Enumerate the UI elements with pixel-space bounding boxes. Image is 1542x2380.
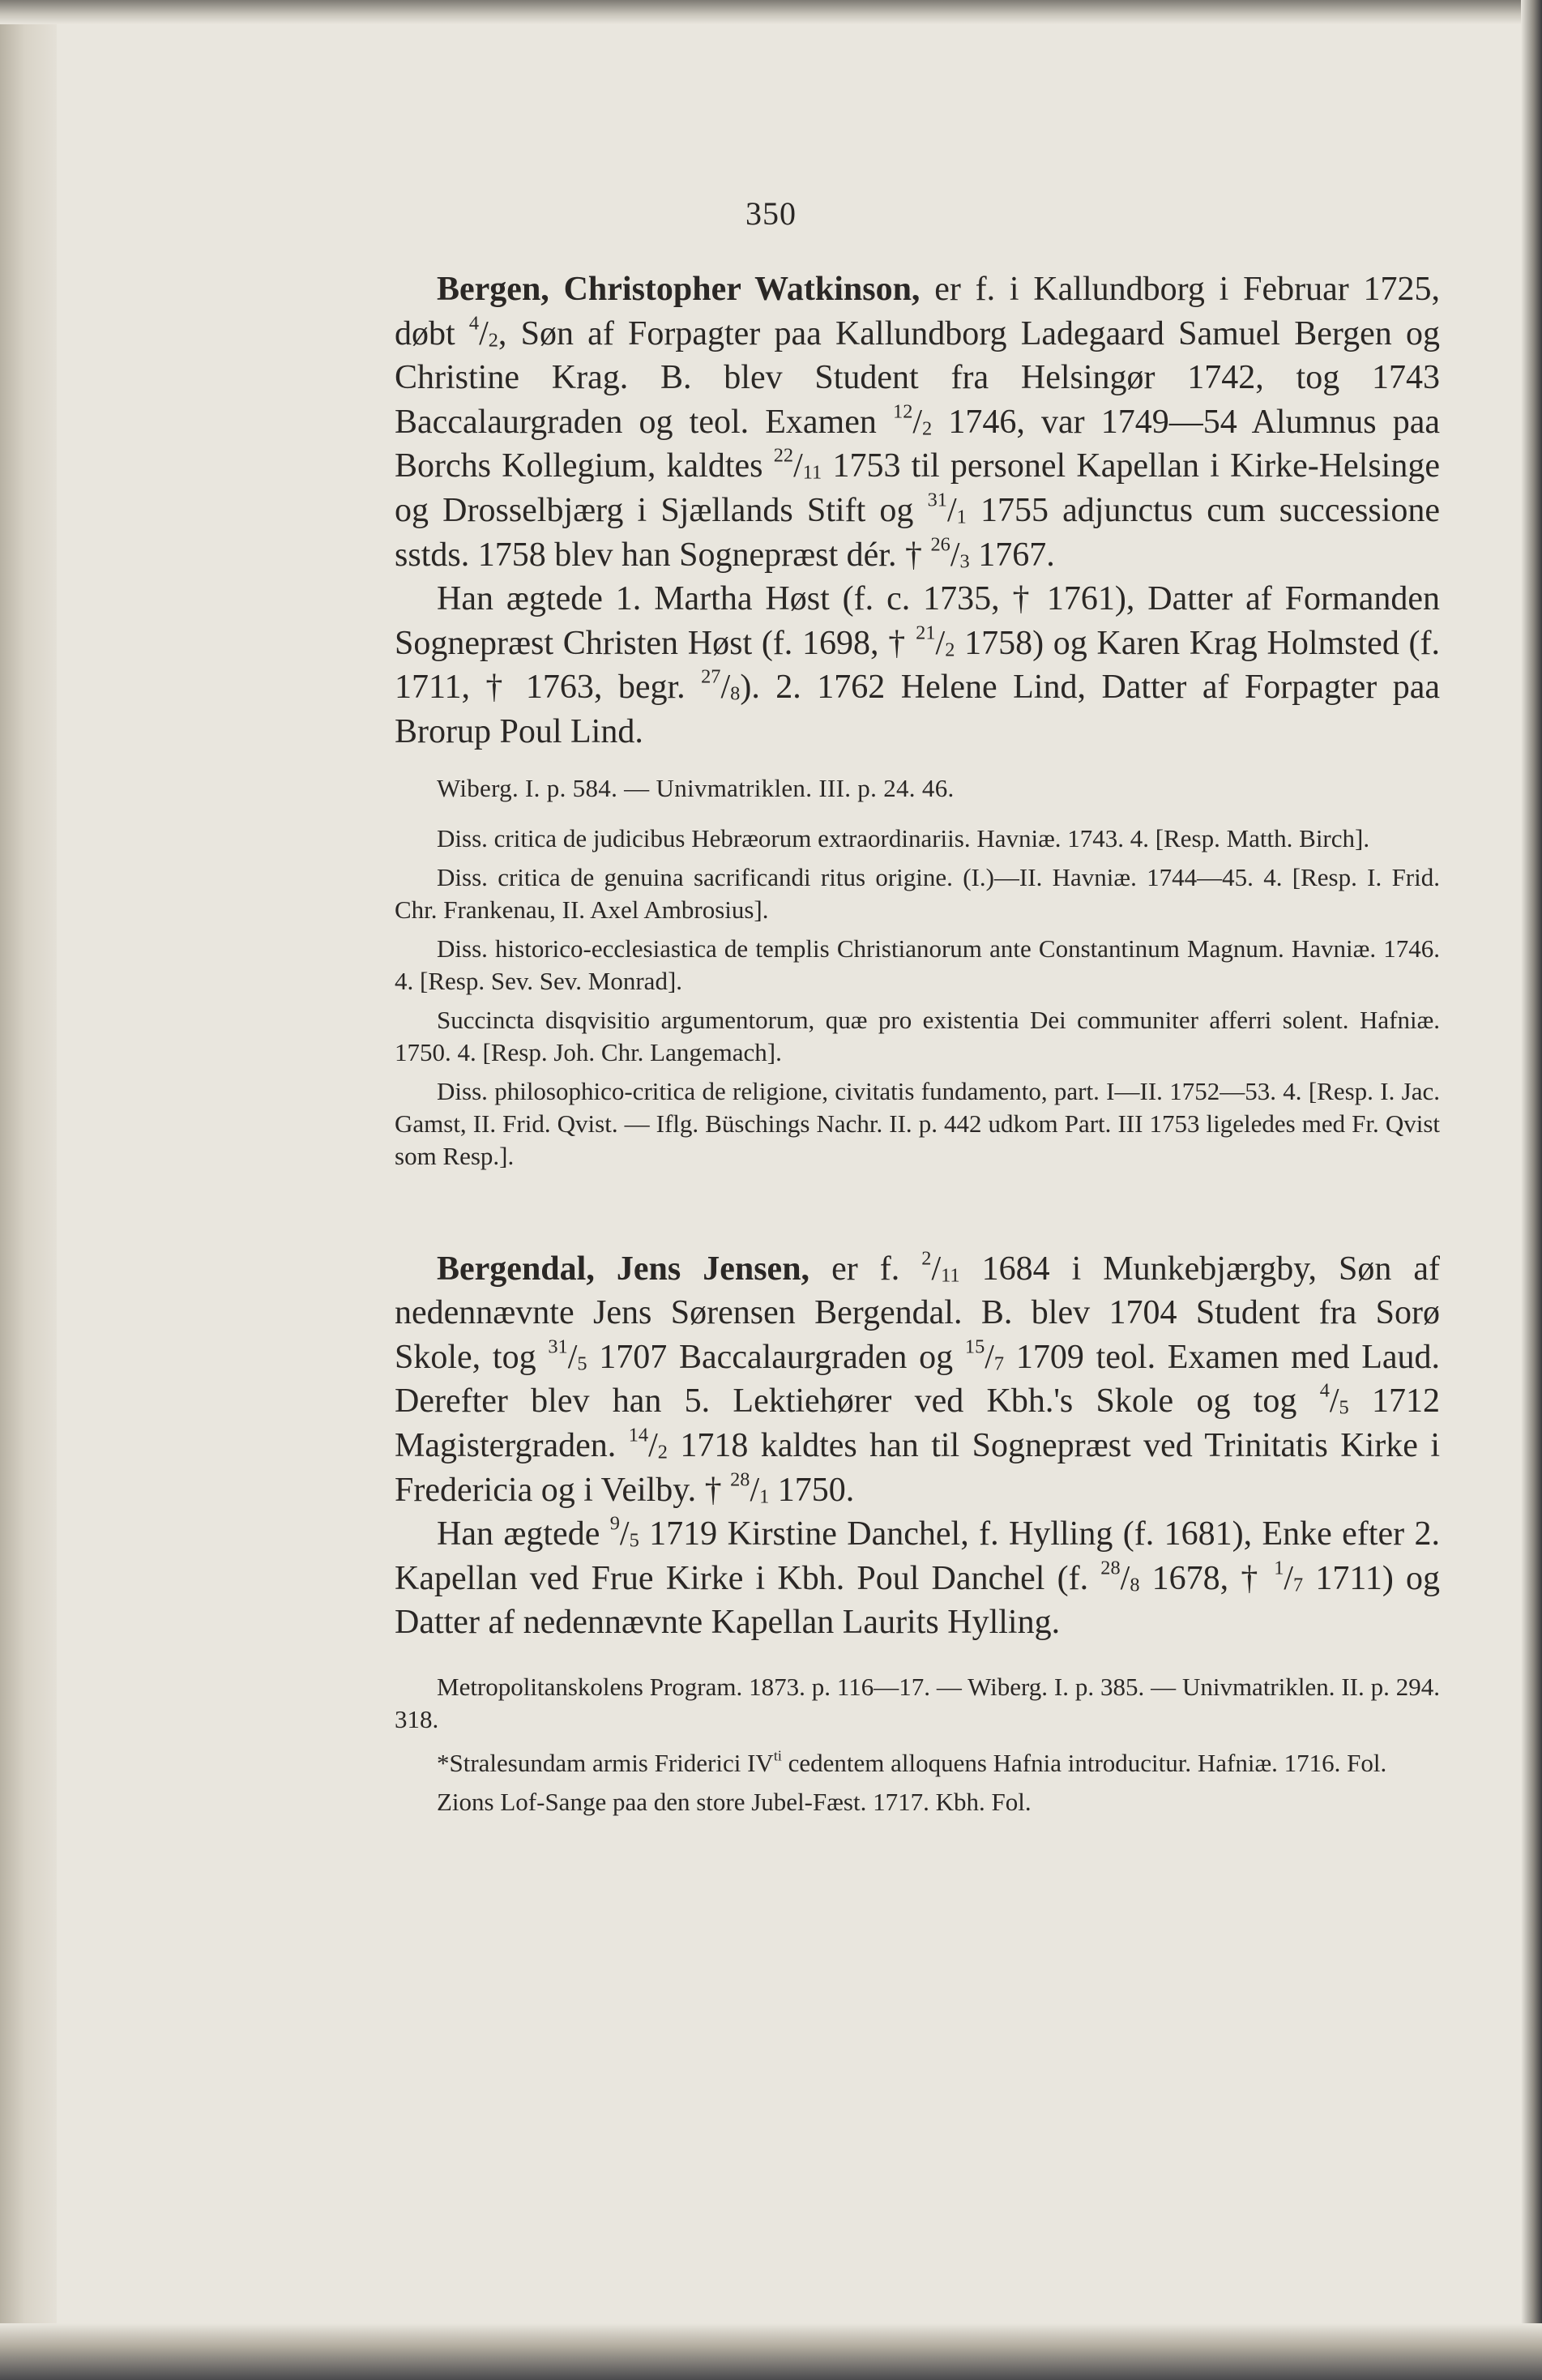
date-month: 8	[1130, 1574, 1140, 1596]
top-edge-shadow	[0, 0, 1542, 24]
bio-text: 1718 kaldtes han til Sognepræst ved Trinitatis Kirke i Fredericia og i Veilby. †	[395, 1426, 1440, 1509]
marriage-text: 1678, †	[1139, 1559, 1275, 1597]
date-day: 2	[921, 1247, 932, 1270]
fraction-slash: /	[720, 669, 731, 707]
bio-text: , Søn af Forpagter paa Kallundborg Ladegaard Samuel Bergen og Christine Krag. B. blev Student fra Helsingør 1742, tog 1743 Baccalaurgraden og teol. Examen	[395, 314, 1440, 441]
date-day: 28	[1100, 1557, 1121, 1579]
fraction-slash: /	[1284, 1559, 1294, 1597]
date-day: 4	[468, 312, 480, 335]
fraction-slash: /	[935, 624, 946, 662]
fraction-slash: /	[912, 403, 923, 441]
fraction-slash: /	[619, 1515, 630, 1553]
date-day: 1	[1274, 1557, 1284, 1579]
text-column	[395, 267, 1440, 1825]
work-item	[395, 1747, 1440, 1780]
date-day: 14	[628, 1424, 649, 1446]
date-month: 11	[941, 1263, 960, 1286]
work-item: Diss. philosophico-critica de religione, civitatis fundamento, part. I—II. 1752—53. 4. [Resp. I. Jac. Gamst, II. Frid. Qvist. — Iflg. Büschings Nachr. II. p. 442 udkom Part. III 1753 ligeledes med Fr. Qvist som Resp.].	[395, 1076, 1440, 1170]
bio-text: 1709 teol. Examen med Laud. Derefter blev han 5. Lektiehører ved Kbh.'s Skole og tog	[395, 1338, 1440, 1421]
fraction-slash: /	[793, 447, 803, 485]
entry-separator	[395, 1179, 1440, 1247]
fraction-slash: /	[750, 1471, 760, 1509]
date-day: 31	[927, 489, 947, 511]
fraction-slash: /	[479, 314, 489, 353]
entry-bergen-christopher-references: Wiberg. I. p. 584. — Univmatriklen. III. p. 24. 46.	[437, 773, 955, 802]
entry-bergen-christopher-marriage	[395, 577, 1440, 754]
date-day: 15	[964, 1335, 985, 1358]
fraction-slash: /	[1329, 1382, 1339, 1421]
work-text: *Stralesundam armis Friderici IV	[437, 1748, 774, 1777]
date-day: 26	[930, 533, 950, 556]
bio-text: er f. i Kallundborg i Februar 1725, døbt	[395, 271, 1440, 353]
date-day: 4	[1319, 1380, 1330, 1403]
work-item: Diss. critica de genuina sacrificandi ritus origine. (I.)—II. Havniæ. 1744—45. 4. [Resp. I. Frid. Chr. Frankenau, II. Axel Ambrosius].	[395, 862, 1440, 924]
entry-bergendal-jens-marriage	[395, 1512, 1440, 1645]
date-month: 7	[993, 1352, 1005, 1375]
fraction-slash: /	[950, 536, 960, 574]
bio-text: 1684 i Munkebjærgby, Søn af nedennævnte Jens Sørensen Bergendal. B. blev 1704 Student fra Sorø Skole, tog	[395, 1250, 1441, 1376]
fraction-slash: /	[985, 1338, 994, 1376]
bio-text: 1712 Magistergraden.	[395, 1382, 1441, 1464]
date-day: 21	[916, 622, 936, 644]
date-day: 9	[609, 1512, 620, 1535]
book-spine-shadow	[0, 0, 57, 2380]
date-month: 1	[759, 1485, 770, 1507]
marriage-text: ). 2. 1762 Helene Lind, Datter af Forpagter paa Brorup Poul Lind.	[395, 669, 1440, 750]
date-day: 27	[701, 666, 721, 689]
fraction-slash: /	[1120, 1559, 1130, 1597]
bio-text: 1753 til personel Kapellan i Kirke-Helsinge og Drosselbjærg i Sjællands Stift og	[395, 447, 1440, 529]
entry-name: Bergendal, Jens Jensen,	[437, 1250, 810, 1288]
bio-text: er f.	[809, 1250, 922, 1288]
date-month: 5	[1339, 1396, 1349, 1419]
date-month: 1	[956, 506, 967, 528]
work-text: cedentem alloquens Hafnia introducitur. Hafniæ. 1716. Fol.	[781, 1748, 1387, 1777]
fraction-slash: /	[648, 1426, 658, 1464]
right-edge-shadow	[1521, 0, 1542, 2380]
page-number: 350	[745, 195, 797, 232]
date-month: 7	[1293, 1574, 1304, 1596]
date-day: 22	[773, 445, 794, 468]
work-item: Succincta disqvisitio argumentorum, quæ pro existentia Dei communiter afferri solent. Hafniæ. 1750. 4. [Resp. Joh. Chr. Langemach].	[395, 1005, 1440, 1066]
date-day: 31	[548, 1335, 568, 1358]
marriage-text: 1758) og Karen Krag Holmsted (f. 1711, † 1763, begr.	[395, 624, 1441, 707]
work-item: Diss. historico-ecclesiastica de templis Christianorum ante Constantinum Magnum. Havniæ. 1746. 4. [Resp. Sev. Sev. Monrad].	[395, 934, 1440, 995]
date-month: 2	[945, 639, 955, 661]
entry-bergendal-jens-references: Metropolitanskolens Program. 1873. p. 116—17. — Wiberg. I. p. 385. — Univmatriklen. II. p. 294. 318.	[395, 1672, 1440, 1733]
date-month: 5	[629, 1529, 639, 1552]
entry-bergen-christopher-bio	[395, 267, 1440, 577]
entry-bergendal-jens-bio	[395, 1247, 1440, 1513]
bio-text: 1767.	[969, 536, 1055, 574]
entry-name: Bergen, Christopher Watkinson,	[437, 271, 921, 308]
work-item: Zions Lof-Sange paa den store Jubel-Fæst. 1717. Kbh. Fol.	[437, 1787, 1032, 1816]
date-month: 5	[577, 1352, 587, 1375]
fraction-slash: /	[946, 491, 957, 529]
date-day: 28	[730, 1468, 750, 1491]
fraction-slash: /	[567, 1338, 578, 1376]
date-day: 12	[893, 400, 913, 423]
bio-text: 1746, var 1749—54 Alumnus paa Borchs Kollegium, kaldtes	[395, 403, 1441, 485]
work-item: Diss. critica de judicibus Hebræorum extraordinariis. Havniæ. 1743. 4. [Resp. Matth. Birch].	[437, 823, 1370, 852]
bottom-edge-shadow	[0, 2323, 1542, 2380]
marriage-text: 1719 Kirstine Danchel, f. Hylling (f. 1681), Enke efter 2. Kapellan ved Frue Kirke i Kbh. Poul Danchel (f.	[395, 1515, 1440, 1597]
fraction-slash: /	[931, 1250, 942, 1288]
marriage-text: 1711) og Datter af nedennævnte Kapellan Laurits Hylling.	[395, 1559, 1440, 1642]
bio-text: 1707 Baccalaurgraden og	[587, 1338, 965, 1376]
bio-text: 1750.	[769, 1471, 855, 1509]
date-month: 2	[922, 417, 933, 440]
date-month: 3	[959, 549, 970, 572]
superscript: ti	[773, 1747, 782, 1764]
date-month: 11	[802, 461, 822, 484]
marriage-text: Han ægtede	[437, 1515, 610, 1553]
marriage-text: Han ægtede 1. Martha Høst (f. c. 1735, † 1761), Datter af Formanden Sognepræst Christen Høst (f. 1698, †	[395, 580, 1440, 662]
date-month: 2	[488, 329, 498, 352]
date-month: 2	[657, 1441, 668, 1463]
bio-text: 1755 adjunctus cum successione sstds. 1758 blev han Sognepræst dér. †	[395, 491, 1441, 574]
date-month: 8	[730, 682, 741, 705]
